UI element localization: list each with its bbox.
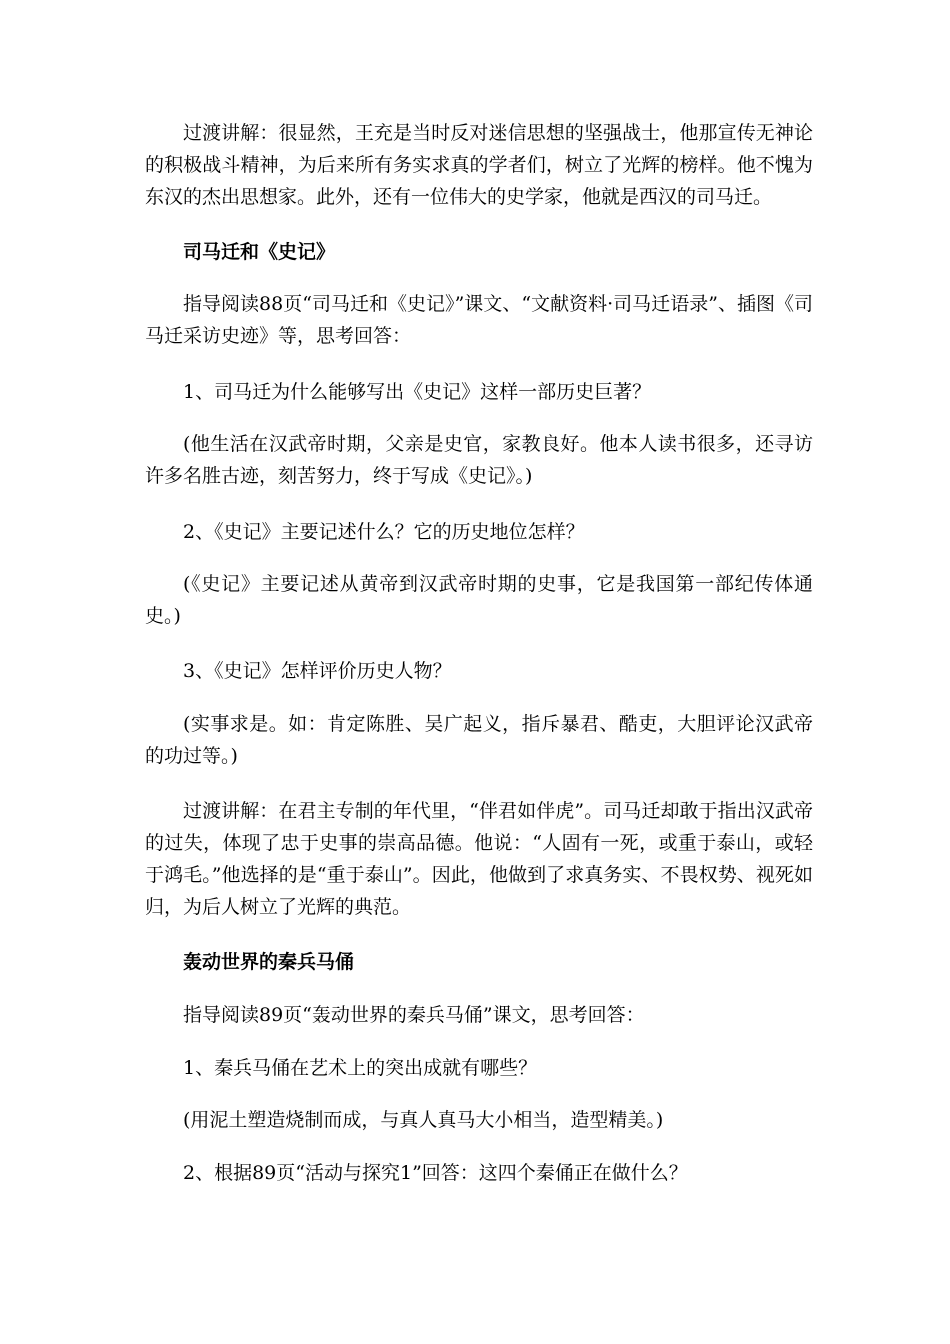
section-heading-terracotta: 轰动世界的秦兵马俑 bbox=[183, 951, 355, 973]
reading-guide-paragraph-1: 指导阅读88页“司马迁和《史记》”课文、“文献资料·司马迁语录”、插图《司马迁采访史迹》等，思考回答： bbox=[145, 293, 813, 347]
question-3: 3、《史记》怎样评价历史人物？ bbox=[183, 660, 452, 682]
answer-3: (实事求是。如：肯定陈胜、吴广起义，指斥暴君、酷吏，大胆评论汉武帝的功过等。) bbox=[145, 713, 813, 767]
question-2: 2、《史记》主要记述什么？它的历史地位怎样？ bbox=[183, 521, 585, 543]
question-5: 2、根据89页“活动与探究1”回答：这四个秦俑正在做什么？ bbox=[183, 1162, 688, 1184]
reading-guide-paragraph-2: 指导阅读89页“轰动世界的秦兵马俑”课文，思考回答： bbox=[183, 1004, 645, 1026]
question-4: 1、秦兵马俑在艺术上的突出成就有哪些？ bbox=[183, 1057, 538, 1079]
transition-paragraph-1: 过渡讲解：很显然，王充是当时反对迷信思想的坚强战士，他那宣传无神论的积极战斗精神，为后来所有务实求真的学者们，树立了光辉的榜样。他不愧为东汉的杰出思想家。此外，还有一位伟大的史学家，他就是西汉的司马迁。 bbox=[145, 122, 813, 208]
question-1: 1、司马迁为什么能够写出《史记》这样一部历史巨著？ bbox=[183, 381, 652, 403]
transition-paragraph-2: 过渡讲解：在君主专制的年代里，“伴君如伴虎”。司马迁却敢于指出汉武帝的过失，体现了忠于史事的崇高品德。他说：“人固有一死，或重于泰山，或轻于鸿毛。”他选择的是“重于泰山”。因此，他做到了求真务实、不畏权势、视死如归，为后人树立了光辉的典范。 bbox=[145, 800, 813, 918]
answer-1: (他生活在汉武帝时期，父亲是史官，家教良好。他本人读书很多，还寻访许多名胜古迹，刻苦努力，终于写成《史记》。) bbox=[145, 433, 813, 487]
section-heading-sima-qian: 司马迁和《史记》 bbox=[183, 241, 336, 263]
answer-2: (《史记》主要记述从黄帝到汉武帝时期的史事，它是我国第一部纪传体通史。) bbox=[145, 573, 813, 627]
answer-4: (用泥土塑造烧制而成，与真人真马大小相当，造型精美。) bbox=[183, 1109, 664, 1131]
